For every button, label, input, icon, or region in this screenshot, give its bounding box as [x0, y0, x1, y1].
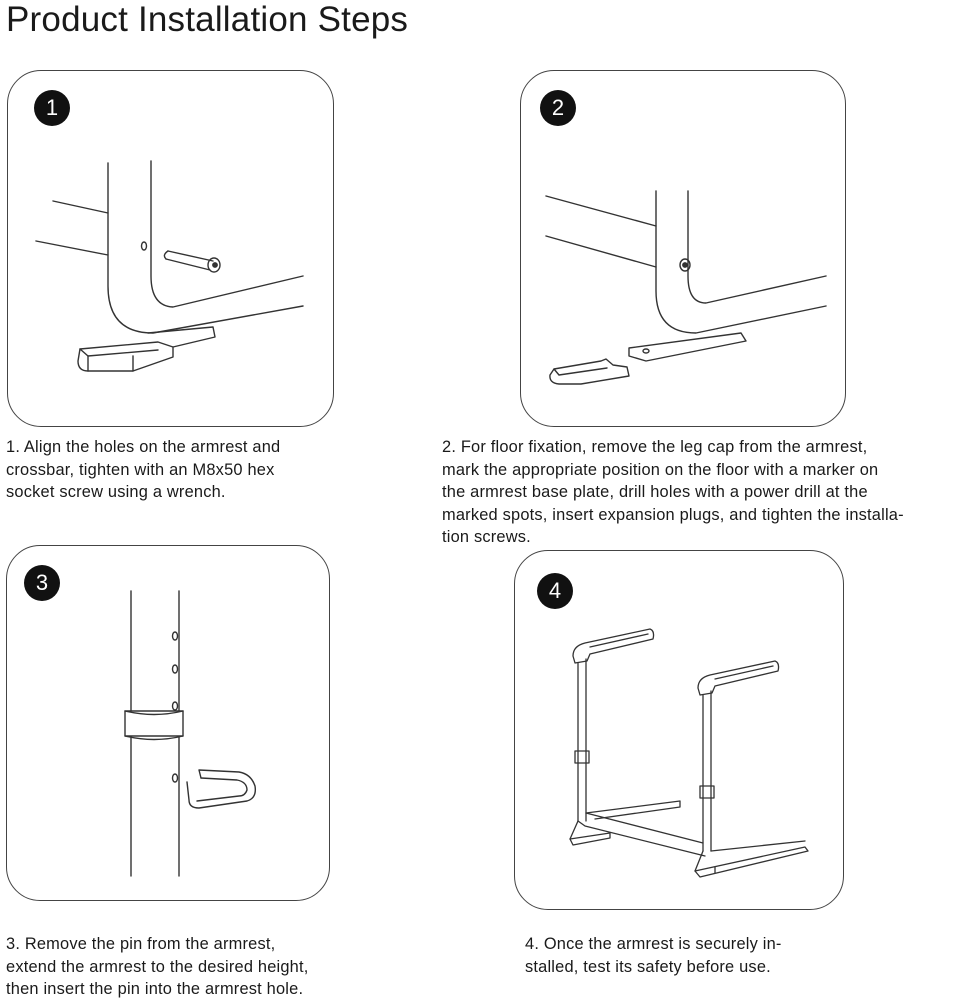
step-2-panel — [520, 70, 846, 427]
step-4-panel — [514, 550, 844, 910]
page-title: Product Installation Steps — [6, 0, 409, 39]
step-2-illustration — [521, 71, 846, 427]
step-2-badge: 2 — [540, 90, 576, 126]
step-4-illustration — [515, 551, 844, 910]
step-1-badge: 1 — [34, 90, 70, 126]
step-4-badge: 4 — [537, 573, 573, 609]
step-1-illustration — [8, 71, 334, 427]
step-4-caption: 4. Once the armrest is securely in- stalled, test its safety before use. — [525, 935, 782, 976]
step-1-panel — [7, 70, 334, 427]
step-3-panel — [6, 545, 330, 901]
step-3-illustration — [7, 546, 330, 901]
step-3-badge: 3 — [24, 565, 60, 601]
step-3-caption: 3. Remove the pin from the armrest, extend the armrest to the desired height, then insert the pin into the armrest hole. — [6, 935, 309, 998]
step-2-caption: 2. For floor fixation, remove the leg cap from the armrest, mark the appropriate position on the floor with a marker on the armrest base plate, drill holes with a power drill at the marked spots, insert expansion plugs, and tighten the installa- tion screws. — [442, 438, 904, 546]
step-1-caption: 1. Align the holes on the armrest and crossbar, tighten with an M8x50 hex socket screw using a wrench. — [6, 438, 281, 501]
